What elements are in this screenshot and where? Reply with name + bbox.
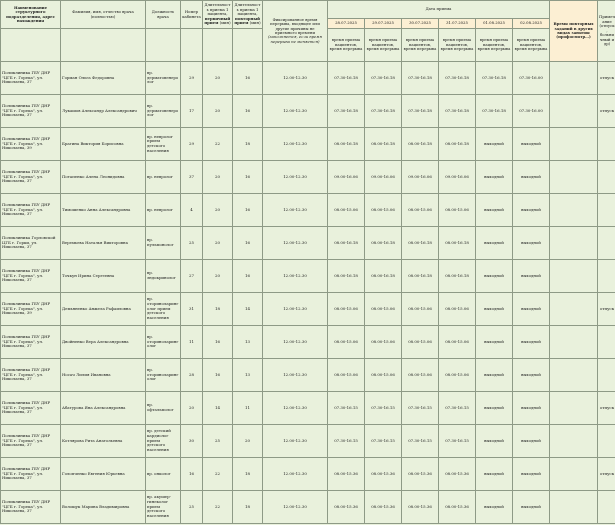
- name-cell: Брагина Виктория Борисовна: [61, 128, 146, 161]
- reason-cell: [598, 260, 615, 293]
- division-cell: Поликлиника ГБУ ДНР "ЦГБ г. Горека", ул. Николаева, 37: [1, 359, 61, 392]
- break-cell: 12.00-12.30: [263, 62, 328, 95]
- break-cell: 12.00-12.30: [263, 293, 328, 326]
- header-name: Фамилия, имя, отчество врача (полностью): [61, 1, 146, 29]
- division-cell: Поликлиника ГБУ ДНР "ЦГБ г. Горека", ул. Николаева, 37: [1, 62, 61, 95]
- date-3-cell: 07.30-16.18: [402, 95, 439, 128]
- cabinet-cell: 20: [181, 392, 203, 425]
- header-duration-repeat-c: (мин): [249, 20, 261, 26]
- duration-repeat-cell: 16: [233, 227, 263, 260]
- date-2-cell: 08.00-16.18: [365, 128, 402, 161]
- duration-primary-cell: 18: [203, 293, 233, 326]
- date-3-cell: 08.00-15.06: [402, 194, 439, 227]
- name-cell: Потапенко Алена Леонидовна: [61, 161, 146, 194]
- header-blank-1: [1, 29, 61, 62]
- date-5-cell: выходной: [476, 392, 513, 425]
- position-cell: вр. пульмонолог: [146, 227, 181, 260]
- date-5-cell: выходной: [476, 326, 513, 359]
- header-break-note: (заполняется, если время перерыва не меняется): [268, 34, 322, 44]
- cabinet-cell: 31: [181, 293, 203, 326]
- date-3-cell: 08.00-15.36: [402, 491, 439, 524]
- cabinet-cell: 30: [181, 425, 203, 458]
- date-6-cell: выходной: [513, 194, 550, 227]
- date-5-cell: выходной: [476, 425, 513, 458]
- header-break-text: Фиксированное время перерыва, входящее или другие причины не приемного времени: [270, 16, 320, 35]
- break-cell: 12.00-12.30: [263, 128, 328, 161]
- date-5-cell: выходной: [476, 293, 513, 326]
- date-2-cell: 09.00-16.06: [365, 161, 402, 194]
- name-cell: Волощук Марина Владимировна: [61, 491, 146, 524]
- date-6-cell: выходной: [513, 128, 550, 161]
- date-5-cell: выходной: [476, 260, 513, 293]
- division-cell: Поликлиника ГБУ ДНР "ЦГБ г. Горека", ул. Николаева, 37: [1, 326, 61, 359]
- duration-repeat-cell: 16: [233, 194, 263, 227]
- table-row: [1, 227, 615, 260]
- cabinet-cell: 37: [181, 161, 203, 194]
- name-cell: Носач Лилия Ивановна: [61, 359, 146, 392]
- date-3-cell: 08.00-16.18: [402, 227, 439, 260]
- date-4-cell: 08.00-16.18: [439, 128, 476, 161]
- header-duration-primary-b: первичный прием: [204, 15, 231, 26]
- reason-cell: [598, 194, 615, 227]
- header-position: Должность врача: [146, 1, 181, 29]
- cabinet-cell: 16: [181, 458, 203, 491]
- other-activity-cell: [550, 260, 598, 293]
- reason-cell: [598, 227, 615, 260]
- date-header-3: 30.07.2025: [402, 19, 439, 29]
- duration-primary-cell: 22: [203, 128, 233, 161]
- date-5-cell: 07.30-16.18: [476, 62, 513, 95]
- table-row: [1, 392, 615, 425]
- date-6-cell: выходной: [513, 227, 550, 260]
- table-row: [1, 128, 615, 161]
- duration-repeat-cell: 16: [233, 95, 263, 128]
- duration-repeat-cell: 13: [233, 359, 263, 392]
- subheader-6: время приема пациентов, время перерыва: [513, 29, 550, 62]
- division-cell: Поликлиника ГБУ ДНР "ЦГБ г. Горека", ул. Николаева, 39: [1, 293, 61, 326]
- duration-primary-cell: 22: [203, 491, 233, 524]
- date-1-cell: 08.00-16.18: [328, 260, 365, 293]
- date-4-cell: 08.00-15.06: [439, 194, 476, 227]
- date-2-cell: 08.00-15.36: [365, 458, 402, 491]
- date-2-cell: 08.00-16.18: [365, 227, 402, 260]
- position-cell: вр. офтальмолог: [146, 392, 181, 425]
- duration-repeat-cell: 16: [233, 260, 263, 293]
- position-cell: вр. дерматовенеролог: [146, 95, 181, 128]
- header-duration-primary: [203, 1, 233, 29]
- name-cell: Лукашов Александр Александрович: [61, 95, 146, 128]
- other-activity-cell: [550, 326, 598, 359]
- date-2-cell: 07.30-16.15: [365, 392, 402, 425]
- date-5-cell: выходной: [476, 194, 513, 227]
- date-1-cell: 07.30-16.15: [328, 392, 365, 425]
- date-2-cell: 08.00-16.18: [365, 260, 402, 293]
- duration-primary-cell: 14: [203, 392, 233, 425]
- date-2-cell: 08.00-15.06: [365, 293, 402, 326]
- date-5-cell: выходной: [476, 458, 513, 491]
- other-activity-cell: [550, 227, 598, 260]
- subheader-4: время приема пациентов, время перерыва: [439, 29, 476, 62]
- other-activity-cell: [550, 458, 598, 491]
- cabinet-cell: 11: [181, 326, 203, 359]
- break-cell: 12.00-12.30: [263, 425, 328, 458]
- table-row: [1, 62, 615, 95]
- header-duration-repeat-a: Длительность приема 1 пациента,: [234, 2, 261, 17]
- date-6-cell: выходной: [513, 260, 550, 293]
- header-reason: Примечание (отпуск, больничный и др): [598, 1, 615, 62]
- division-cell: Поликлиника ГБУ ДНР "ЦГБ г. Горека", ул. Николаева, 37: [1, 161, 61, 194]
- date-1-cell: 09.00-16.06: [328, 161, 365, 194]
- cabinet-cell: 29: [181, 62, 203, 95]
- reason-cell: отпуск: [598, 293, 615, 326]
- date-3-cell: 09.00-16.06: [402, 161, 439, 194]
- other-activity-cell: [550, 293, 598, 326]
- date-4-cell: 09.00-16.06: [439, 161, 476, 194]
- position-cell: вр. оториноларинголог: [146, 326, 181, 359]
- header-blank-2: [61, 29, 146, 62]
- position-cell: вр. оториноларинголог прием детского населения: [146, 293, 181, 326]
- date-4-cell: 08.00-15.36: [439, 458, 476, 491]
- duration-primary-cell: 20: [203, 227, 233, 260]
- date-2-cell: 07.30-16.15: [365, 425, 402, 458]
- cabinet-cell: 17: [181, 95, 203, 128]
- table-row: [1, 326, 615, 359]
- date-6-cell: выходной: [513, 491, 550, 524]
- header-break: [263, 1, 328, 62]
- other-activity-cell: [550, 194, 598, 227]
- reason-cell: [598, 425, 615, 458]
- name-cell: Котлярова Рита Анатольевна: [61, 425, 146, 458]
- date-header-2: 29.07.2025: [365, 19, 402, 29]
- header-blank-6: [233, 29, 263, 62]
- date-6-cell: 07.30-16.00: [513, 62, 550, 95]
- division-cell: Поликлиника ГБУ ДНР "ЦГБ г. Горека", ул. Николаева, 39: [1, 128, 61, 161]
- name-cell: Веремьева Наталья Викторовна: [61, 227, 146, 260]
- break-cell: 12.00-12.30: [263, 260, 328, 293]
- date-1-cell: 08.00-15.06: [328, 194, 365, 227]
- date-1-cell: 08.00-15.06: [328, 326, 365, 359]
- date-6-cell: выходной: [513, 293, 550, 326]
- header-blank-5: [203, 29, 233, 62]
- date-6-cell: выходной: [513, 326, 550, 359]
- duration-repeat-cell: 20: [233, 425, 263, 458]
- cabinet-cell: 4: [181, 194, 203, 227]
- date-4-cell: 07.30-16.15: [439, 392, 476, 425]
- cabinet-cell: 27: [181, 260, 203, 293]
- duration-primary-cell: 20: [203, 95, 233, 128]
- table-row: [1, 293, 615, 326]
- date-4-cell: 07.30-16.18: [439, 62, 476, 95]
- reason-cell: [598, 128, 615, 161]
- date-5-cell: выходной: [476, 491, 513, 524]
- subheader-5: время приема пациентов, время перерыва: [476, 29, 513, 62]
- header-dates-title: Дата приема: [328, 1, 550, 19]
- date-header-5: 01.08.2025: [476, 19, 513, 29]
- date-2-cell: 07.30-16.18: [365, 95, 402, 128]
- position-cell: вр. эндокринолог: [146, 260, 181, 293]
- date-4-cell: 08.00-16.18: [439, 227, 476, 260]
- date-header-6: 02.08.2025: [513, 19, 550, 29]
- duration-primary-cell: 16: [203, 326, 233, 359]
- date-4-cell: 08.00-15.06: [439, 359, 476, 392]
- cabinet-cell: 29: [181, 128, 203, 161]
- date-3-cell: 08.00-15.36: [402, 458, 439, 491]
- schedule-body: [1, 62, 615, 524]
- date-header-1: 28.07.2025: [328, 19, 365, 29]
- reason-cell: [598, 359, 615, 392]
- header-duration-repeat-b: повторный прием: [234, 15, 260, 26]
- header-duration-repeat: [233, 1, 263, 29]
- date-4-cell: 07.30-16.15: [439, 425, 476, 458]
- break-cell: 12.00-12.30: [263, 194, 328, 227]
- reason-cell: отпуск: [598, 62, 615, 95]
- date-1-cell: 07.30-16.18: [328, 95, 365, 128]
- duration-repeat-cell: 14: [233, 293, 263, 326]
- duration-primary-cell: 20: [203, 260, 233, 293]
- table-row: [1, 260, 615, 293]
- header-division: Наименование структурного подразделения, адрес нахождения: [1, 1, 61, 29]
- date-3-cell: 08.00-15.06: [402, 359, 439, 392]
- duration-primary-cell: 25: [203, 425, 233, 458]
- date-4-cell: 07.30-16.18: [439, 95, 476, 128]
- break-cell: 12.00-12.30: [263, 458, 328, 491]
- date-6-cell: выходной: [513, 392, 550, 425]
- position-cell: вр. оториноларинголог: [146, 359, 181, 392]
- duration-repeat-cell: 18: [233, 128, 263, 161]
- other-activity-cell: [550, 62, 598, 95]
- date-3-cell: 08.00-16.18: [402, 260, 439, 293]
- reason-cell: отпуск: [598, 392, 615, 425]
- date-1-cell: 08.00-15.36: [328, 491, 365, 524]
- date-6-cell: выходной: [513, 458, 550, 491]
- name-cell: Демьяненко Анжела Рафаиловна: [61, 293, 146, 326]
- date-3-cell: 07.30-16.18: [402, 62, 439, 95]
- date-2-cell: 08.00-15.06: [365, 194, 402, 227]
- date-1-cell: 08.00-15.36: [328, 458, 365, 491]
- date-5-cell: выходной: [476, 227, 513, 260]
- duration-primary-cell: 20: [203, 62, 233, 95]
- cabinet-cell: 28: [181, 359, 203, 392]
- position-cell: вр. дерматовенеролог: [146, 62, 181, 95]
- date-4-cell: 08.00-15.06: [439, 326, 476, 359]
- cabinet-cell: 25: [181, 227, 203, 260]
- other-activity-cell: [550, 359, 598, 392]
- date-5-cell: 07.30-16.18: [476, 95, 513, 128]
- date-3-cell: 08.00-16.18: [402, 128, 439, 161]
- date-3-cell: 08.00-15.06: [402, 326, 439, 359]
- duration-repeat-cell: 16: [233, 62, 263, 95]
- duration-repeat-cell: 16: [233, 161, 263, 194]
- position-cell: вр. невролог: [146, 161, 181, 194]
- date-6-cell: выходной: [513, 161, 550, 194]
- date-1-cell: 07.30-16.18: [328, 62, 365, 95]
- date-5-cell: выходной: [476, 161, 513, 194]
- header-blank-3: [146, 29, 181, 62]
- duration-repeat-cell: 18: [233, 458, 263, 491]
- date-4-cell: 08.00-15.06: [439, 293, 476, 326]
- division-cell: Поликлиника ГБУ ДНР "ЦГБ г. Горека", ул. Николаева, 37: [1, 194, 61, 227]
- date-5-cell: выходной: [476, 128, 513, 161]
- name-cell: Горман Ольга Федоровна: [61, 62, 146, 95]
- cabinet-cell: 25: [181, 491, 203, 524]
- table-row: [1, 95, 615, 128]
- date-5-cell: выходной: [476, 359, 513, 392]
- reason-cell: [598, 161, 615, 194]
- table-row: [1, 161, 615, 194]
- position-cell: вр. невролог прием детского населения: [146, 128, 181, 161]
- date-1-cell: 08.00-16.18: [328, 227, 365, 260]
- reason-cell: отпуск: [598, 458, 615, 491]
- reason-cell: [598, 326, 615, 359]
- table-row: [1, 425, 615, 458]
- position-cell: вр. онколог: [146, 458, 181, 491]
- header-other: Время повторных заданий в других видах занятия (профосмотр…): [550, 1, 598, 62]
- duration-repeat-cell: 11: [233, 392, 263, 425]
- date-4-cell: 08.00-16.18: [439, 260, 476, 293]
- position-cell: вр. детский кардиолог прием детского населения: [146, 425, 181, 458]
- subheader-2: время приема пациентов, время перерыва: [365, 29, 402, 62]
- date-2-cell: 07.30-16.18: [365, 62, 402, 95]
- break-cell: 12.00-12.30: [263, 326, 328, 359]
- date-2-cell: 08.00-15.06: [365, 359, 402, 392]
- date-6-cell: 07.30-16.00: [513, 95, 550, 128]
- table-row: [1, 491, 615, 524]
- name-cell: Тимошенко Анна Александровна: [61, 194, 146, 227]
- date-3-cell: 08.00-15.06: [402, 293, 439, 326]
- break-cell: 12.00-12.30: [263, 359, 328, 392]
- duration-repeat-cell: 13: [233, 326, 263, 359]
- break-cell: 12.00-12.30: [263, 227, 328, 260]
- subheader-3: время приема пациентов, время перерыва: [402, 29, 439, 62]
- date-1-cell: 08.00-16.18: [328, 128, 365, 161]
- date-1-cell: 07.30-16.15: [328, 425, 365, 458]
- division-cell: Поликлиника ГБУ ДНР "ЦГБ г. Горека", ул. Николаева, 37: [1, 491, 61, 524]
- duration-repeat-cell: 18: [233, 491, 263, 524]
- reason-cell: отпуск: [598, 95, 615, 128]
- division-cell: Поликлиника Горловской ЦГБ г. Горки, ул. Николаева, 37: [1, 227, 61, 260]
- date-3-cell: 07.30-16.15: [402, 425, 439, 458]
- division-cell: Поликлиника ГБУ ДНР "ЦГБ г. Горека", ул. Николаева, 37: [1, 392, 61, 425]
- division-cell: Поликлиника ГБУ ДНР "ЦГБ г. Горека", ул. Николаева, 37: [1, 458, 61, 491]
- other-activity-cell: [550, 425, 598, 458]
- duration-primary-cell: 22: [203, 458, 233, 491]
- header-duration-primary-a: Длительность приема 1 пациента,: [204, 2, 231, 17]
- reason-cell: [598, 491, 615, 524]
- position-cell: вр. акушер-гинеколог прием детского населения: [146, 491, 181, 524]
- header-cabinet: Номер кабинета: [181, 1, 203, 29]
- division-cell: Поликлиника ГБУ ДНР "ЦГБ г. Горека", ул. Николаева, 37: [1, 260, 61, 293]
- other-activity-cell: [550, 95, 598, 128]
- header-duration-primary-c: (мин): [219, 20, 231, 26]
- name-cell: Двойненко Вера Александровна: [61, 326, 146, 359]
- duration-primary-cell: 20: [203, 161, 233, 194]
- other-activity-cell: [550, 491, 598, 524]
- name-cell: Абатурова Яна Александровна: [61, 392, 146, 425]
- subheader-1: время приема пациентов, время перерыва: [328, 29, 365, 62]
- date-6-cell: выходной: [513, 359, 550, 392]
- division-cell: Поликлиника ГБУ ДНР "ЦГБ г. Горека", ул. Николаева, 37: [1, 425, 61, 458]
- date-6-cell: выходной: [513, 425, 550, 458]
- date-2-cell: 08.00-15.36: [365, 491, 402, 524]
- division-cell: Поликлиника ГБУ ДНР "ЦГБ г. Горека", ул. Николаева, 37: [1, 95, 61, 128]
- name-cell: Голопченко Евгения Юрьевна: [61, 458, 146, 491]
- table-row: [1, 194, 615, 227]
- date-4-cell: 08.00-15.36: [439, 491, 476, 524]
- date-1-cell: 08.00-15.06: [328, 359, 365, 392]
- duration-primary-cell: 20: [203, 194, 233, 227]
- other-activity-cell: [550, 161, 598, 194]
- duration-primary-cell: 16: [203, 359, 233, 392]
- date-3-cell: 07.30-16.15: [402, 392, 439, 425]
- other-activity-cell: [550, 392, 598, 425]
- table-row: [1, 458, 615, 491]
- date-1-cell: 08.00-15.06: [328, 293, 365, 326]
- header-blank-4: [181, 29, 203, 62]
- other-activity-cell: [550, 128, 598, 161]
- break-cell: 12.00-12.30: [263, 95, 328, 128]
- table-row: [1, 359, 615, 392]
- position-cell: вр. невролог: [146, 194, 181, 227]
- break-cell: 12.00-12.30: [263, 491, 328, 524]
- date-2-cell: 08.00-15.06: [365, 326, 402, 359]
- name-cell: Точкун Ирина Сергеевна: [61, 260, 146, 293]
- break-cell: 12.00-12.30: [263, 161, 328, 194]
- break-cell: 12.00-12.30: [263, 392, 328, 425]
- date-header-4: 31.07.2025: [439, 19, 476, 29]
